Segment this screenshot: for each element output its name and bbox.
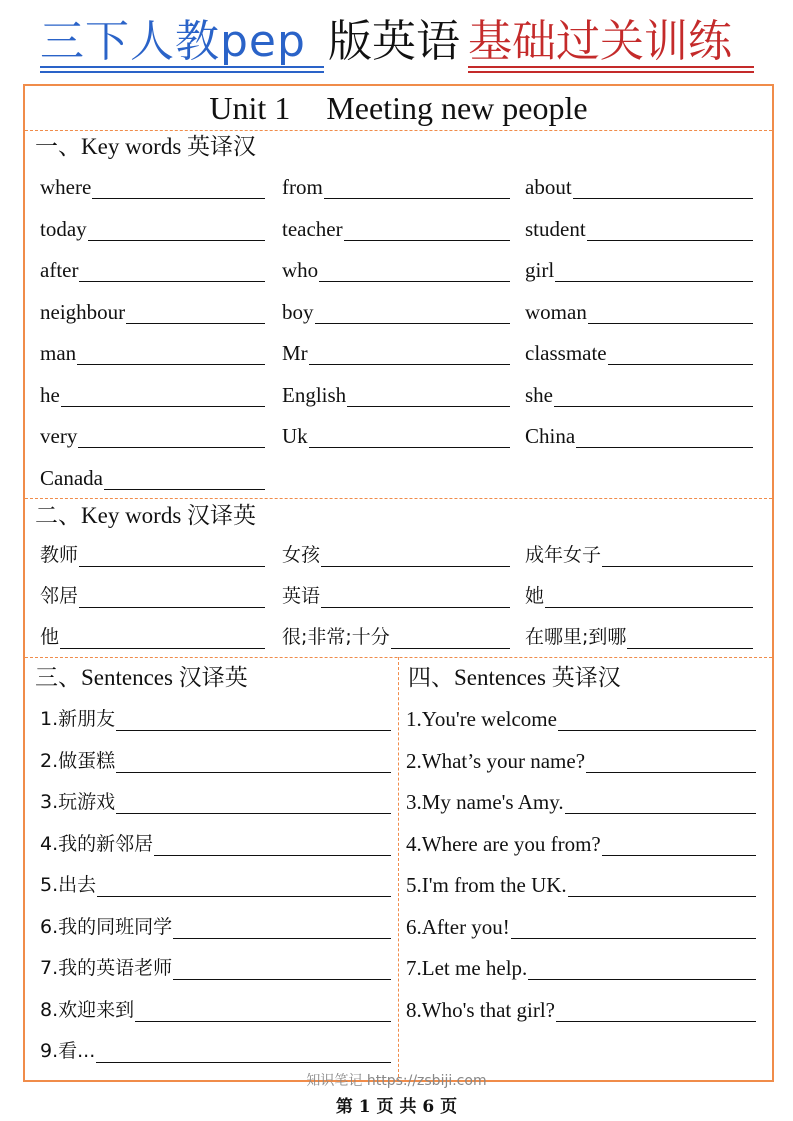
sent-en-7-label: 8.Who's that girl? <box>406 997 555 1022</box>
sent-zh-8-label: 9.看... <box>40 1040 96 1062</box>
kw-en-17-answer-line[interactable] <box>554 406 753 407</box>
section4-title: 四、Sentences 英译汉 <box>408 665 621 690</box>
worksheet-frame <box>23 84 774 1082</box>
sent-en-4-label: 5.I'm from the UK. <box>406 873 567 897</box>
kw-zh-8-label: 在哪里;到哪 <box>525 626 627 648</box>
sent-zh-1-label: 2.做蛋糕 <box>40 749 116 772</box>
kw-en-1-label: from <box>282 175 323 199</box>
sent-zh-2-label: 3.玩游戏 <box>40 791 116 813</box>
kw-en-6-label: after <box>40 258 79 282</box>
kw-en-14-answer-line[interactable] <box>608 364 753 365</box>
kw-zh-4-label: 英语 <box>282 585 321 607</box>
section2-title: 二、Key words 汉译英 <box>35 503 257 528</box>
kw-zh-7-label: 很;非常;十分 <box>282 626 390 648</box>
kw-en-14-label: classmate <box>525 341 607 365</box>
kw-en-19-label: Uk <box>282 424 308 448</box>
sent-zh-0-answer-line[interactable] <box>116 730 391 731</box>
title-black-part: 版英语 <box>328 16 460 67</box>
kw-en-9-answer-line[interactable] <box>126 323 265 324</box>
sent-en-6-answer-line[interactable] <box>528 979 756 980</box>
sent-en-5-answer-line[interactable] <box>511 938 756 939</box>
kw-zh-2-label: 成年女子 <box>525 544 602 566</box>
unit-label: Unit 1 <box>209 90 291 126</box>
kw-zh-5-answer-line[interactable] <box>545 607 753 608</box>
sent-en-2-answer-line[interactable] <box>565 813 756 814</box>
footer-url: 知识笔记 https://zsbiji.com <box>306 1073 487 1089</box>
kw-zh-6-label: 他 <box>40 626 60 648</box>
sent-en-1-answer-line[interactable] <box>586 772 756 773</box>
sent-en-7-answer-line[interactable] <box>556 1021 756 1022</box>
kw-en-2-answer-line[interactable] <box>573 198 753 199</box>
kw-en-20-label: China <box>525 424 576 448</box>
kw-en-0-label: where <box>40 175 92 199</box>
sent-zh-0-label: 1.新朋友 <box>40 708 116 730</box>
kw-en-11-answer-line[interactable] <box>588 323 753 324</box>
kw-zh-1-answer-line[interactable] <box>321 566 510 567</box>
sent-en-0-label: 1.You're welcome <box>406 707 557 731</box>
kw-en-9-label: neighbour <box>40 299 126 324</box>
kw-zh-8-answer-line[interactable] <box>627 648 753 649</box>
kw-en-3-answer-line[interactable] <box>88 240 265 241</box>
kw-en-2-label: about <box>525 175 572 199</box>
sent-zh-6-label: 7.我的英语老师 <box>40 957 173 979</box>
kw-en-21-answer-line[interactable] <box>104 489 265 490</box>
title-underline-red-2 <box>468 71 754 73</box>
kw-en-11-label: woman <box>525 299 587 324</box>
kw-en-17-label: she <box>525 382 553 407</box>
kw-en-12-answer-line[interactable] <box>77 364 265 365</box>
kw-zh-2-answer-line[interactable] <box>602 566 753 567</box>
sent-en-0-answer-line[interactable] <box>558 730 756 731</box>
kw-en-12-label: man <box>40 341 77 365</box>
kw-zh-0-answer-line[interactable] <box>79 566 265 567</box>
kw-en-16-label: English <box>282 382 347 407</box>
kw-en-10-label: boy <box>282 299 314 324</box>
kw-zh-7-answer-line[interactable] <box>391 648 510 649</box>
kw-zh-3-answer-line[interactable] <box>79 607 265 608</box>
sent-en-3-label: 4.Where are you from? <box>406 831 601 856</box>
kw-en-15-label: he <box>40 382 60 407</box>
section1-title: 一、Key words 英译汉 <box>35 134 257 159</box>
sent-en-5-label: 6.After you! <box>406 914 510 939</box>
kw-zh-3-label: 邻居 <box>40 585 79 607</box>
kw-en-1-answer-line[interactable] <box>324 198 510 199</box>
kw-zh-6-answer-line[interactable] <box>60 648 265 649</box>
sent-en-4-answer-line[interactable] <box>568 896 756 897</box>
kw-en-18-answer-line[interactable] <box>78 447 265 448</box>
kw-en-7-label: who <box>282 258 319 282</box>
kw-en-0-answer-line[interactable] <box>92 198 265 199</box>
sent-zh-3-answer-line[interactable] <box>154 855 391 856</box>
sent-zh-2-answer-line[interactable] <box>116 813 391 814</box>
kw-en-13-answer-line[interactable] <box>309 364 510 365</box>
sent-zh-7-answer-line[interactable] <box>135 1021 391 1022</box>
kw-en-21-label: Canada <box>40 465 103 490</box>
document-title <box>0 14 793 74</box>
sent-zh-1-answer-line[interactable] <box>116 772 391 773</box>
sent-zh-7-label: 8.欢迎来到 <box>40 998 135 1021</box>
page-number: 第 1 页 共 6 页 <box>335 1097 458 1117</box>
sent-zh-5-label: 6.我的同班同学 <box>40 915 173 938</box>
kw-en-19-answer-line[interactable] <box>309 447 510 448</box>
kw-en-5-answer-line[interactable] <box>587 240 753 241</box>
kw-en-13-label: Mr <box>282 341 308 365</box>
unit-name: Meeting new people <box>326 90 588 126</box>
kw-en-4-answer-line[interactable] <box>344 240 510 241</box>
sent-zh-8-answer-line[interactable] <box>96 1062 391 1063</box>
sent-zh-3-label: 4.我的新邻居 <box>40 832 154 855</box>
unit-heading <box>25 86 772 130</box>
divider-vertical <box>398 657 399 1082</box>
divider-1 <box>25 130 772 131</box>
title-underline-blue-2 <box>40 71 324 73</box>
kw-en-15-answer-line[interactable] <box>61 406 265 407</box>
sent-zh-5-answer-line[interactable] <box>173 938 391 939</box>
divider-2 <box>25 498 772 499</box>
kw-en-7-answer-line[interactable] <box>319 281 510 282</box>
title-red-part: 基础过关训练 <box>468 16 732 67</box>
kw-en-8-label: girl <box>525 258 555 282</box>
sent-en-3-answer-line[interactable] <box>602 855 756 856</box>
kw-en-5-label: student <box>525 216 586 241</box>
kw-zh-4-answer-line[interactable] <box>321 607 510 608</box>
kw-en-8-answer-line[interactable] <box>555 281 753 282</box>
kw-zh-0-label: 教师 <box>40 544 79 566</box>
title-underline-red <box>468 66 754 68</box>
sent-en-1-label: 2.What’s your name? <box>406 748 586 773</box>
kw-en-16-answer-line[interactable] <box>347 406 510 407</box>
title-blue-part: 三下人教pep <box>40 16 306 67</box>
sent-zh-6-answer-line[interactable] <box>173 979 391 980</box>
kw-zh-1-label: 女孩 <box>282 544 321 566</box>
kw-en-6-answer-line[interactable] <box>79 281 265 282</box>
sent-en-2-label: 3.My name's Amy. <box>406 790 564 814</box>
section3-title: 三、Sentences 汉译英 <box>35 665 248 690</box>
title-underline-blue <box>40 66 324 68</box>
sent-en-6-label: 7.Let me help. <box>406 956 528 980</box>
sent-zh-4-answer-line[interactable] <box>97 896 391 897</box>
kw-en-20-answer-line[interactable] <box>576 447 753 448</box>
kw-zh-5-label: 她 <box>525 585 545 607</box>
sent-zh-4-label: 5.出去 <box>40 874 97 896</box>
kw-en-18-label: very <box>40 424 78 448</box>
kw-en-10-answer-line[interactable] <box>315 323 511 324</box>
kw-en-3-label: today <box>40 216 87 241</box>
kw-en-4-label: teacher <box>282 216 343 241</box>
